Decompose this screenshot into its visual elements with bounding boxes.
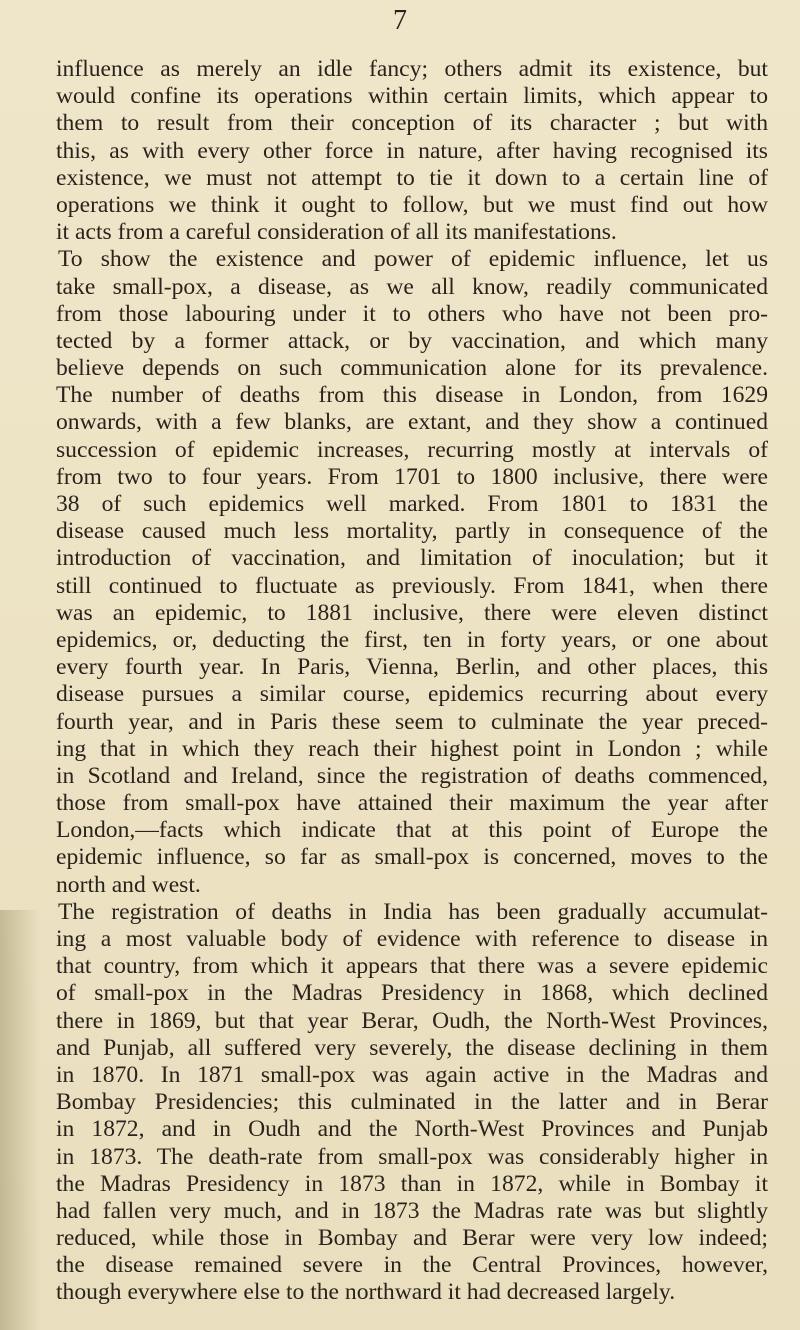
body-text bbox=[56, 56, 768, 1307]
paragraph bbox=[56, 246, 768, 899]
text-line: take small-pox, a disease, as we all know, readily communicated bbox=[56, 273, 768, 300]
text-line: influence as merely an idle fancy; others admit its existence, but bbox=[56, 56, 768, 82]
page-edge-shadow bbox=[0, 910, 40, 1330]
text-line: ing that in which they reach their highest point in London ; while bbox=[56, 735, 768, 762]
text-line: Bombay Presidencies; this culminated in the latter and in Berar bbox=[56, 1089, 768, 1116]
text-line: that country, from which it appears that there was a severe epidemic bbox=[56, 953, 768, 980]
text-line: disease pursues a similar course, epidemics recurring about every bbox=[56, 681, 768, 708]
text-line: still continued to fluctuate as previously. From 1841, when there bbox=[56, 572, 768, 599]
text-line: every fourth year. In Paris, Vienna, Berlin, and other places, this bbox=[56, 654, 768, 681]
text-line: The registration of deaths in India has been gradually accumulat- bbox=[58, 898, 768, 925]
text-line: those from small-pox have attained their maximum the year after bbox=[56, 790, 768, 817]
text-line: reduced, while those in Bombay and Berar were very low indeed; bbox=[56, 1225, 768, 1252]
text-line: from those labouring under it to others who have not been pro- bbox=[56, 300, 768, 327]
text-line: the Madras Presidency in 1873 than in 1872, while in Bombay it bbox=[56, 1170, 768, 1197]
text-line: in 1873. The death-rate from small-pox was considerably higher in bbox=[56, 1143, 768, 1170]
paragraph bbox=[56, 56, 768, 246]
text-line: introduction of vaccination, and limitation of inoculation; but it bbox=[56, 545, 768, 572]
text-line: north and west. bbox=[56, 871, 201, 898]
text-line: them to result from their conception of its character ; but with bbox=[56, 110, 768, 137]
text-line: tected by a former attack, or by vaccination, and which many bbox=[56, 327, 768, 354]
text-line: epidemics, or, deducting the first, ten in forty years, or one about bbox=[56, 626, 768, 653]
text-line: succession of epidemic increases, recurring mostly at intervals of bbox=[56, 436, 768, 463]
text-line: believe depends on such communication alone for its prevalence. bbox=[56, 355, 768, 382]
text-line: was an epidemic, to 1881 inclusive, there were eleven distinct bbox=[56, 599, 768, 626]
text-line: onwards, with a few blanks, are extant, and they show a continued bbox=[56, 409, 768, 436]
page-number: 7 bbox=[393, 5, 407, 36]
text-line: disease caused much less mortality, partly in consequence of the bbox=[56, 518, 768, 545]
text-line: epidemic influence, so far as small-pox is concerned, moves to the bbox=[56, 844, 768, 871]
text-line: of small-pox in the Madras Presidency in 1868, which declined bbox=[56, 980, 768, 1007]
text-line: ing a most valuable body of evidence with reference to disease in bbox=[56, 926, 768, 952]
paragraph bbox=[56, 899, 768, 1307]
text-line: this, as with every other force in nature, after having recognised its bbox=[56, 137, 768, 164]
text-line: existence, we must not attempt to tie it down to a certain line of bbox=[56, 164, 768, 191]
text-line: To show the existence and power of epidemic influence, let us bbox=[58, 246, 768, 273]
text-line: London,—facts which indicate that at this point of Europe the bbox=[56, 817, 768, 844]
text-line: operations we think it ought to follow, but we must find out how bbox=[56, 191, 768, 218]
text-line: The number of deaths from this disease in London, from 1629 bbox=[56, 382, 768, 409]
text-line: fourth year, and in Paris these seem to culminate the year preced- bbox=[56, 708, 768, 735]
text-line: in 1870. In 1871 small-pox was again active in the Madras and bbox=[56, 1061, 768, 1088]
text-line: there in 1869, but that year Berar, Oudh, the North-West Provinces, bbox=[56, 1007, 768, 1034]
text-line: and Punjab, all suffered very severely, the disease declining in them bbox=[56, 1034, 768, 1061]
text-line: would confine its operations within certain limits, which appear to bbox=[56, 83, 768, 110]
text-line: in Scotland and Ireland, since the registration of deaths commenced, bbox=[56, 762, 768, 789]
text-line: 38 of such epidemics well marked. From 1801 to 1831 the bbox=[56, 491, 768, 517]
text-line: in 1872, and in Oudh and the North-West Provinces and Punjab bbox=[56, 1116, 768, 1143]
text-line: had fallen very much, and in 1873 the Madras rate was but slightly bbox=[56, 1197, 768, 1224]
text-line: the disease remained severe in the Central Provinces, however, bbox=[56, 1252, 768, 1279]
text-line: it acts from a careful consideration of all its manifestations. bbox=[56, 219, 617, 246]
text-line: though everywhere else to the northward it had decreased largely. bbox=[56, 1279, 676, 1306]
text-line: from two to four years. From 1701 to 1800 inclusive, there were bbox=[56, 463, 768, 490]
